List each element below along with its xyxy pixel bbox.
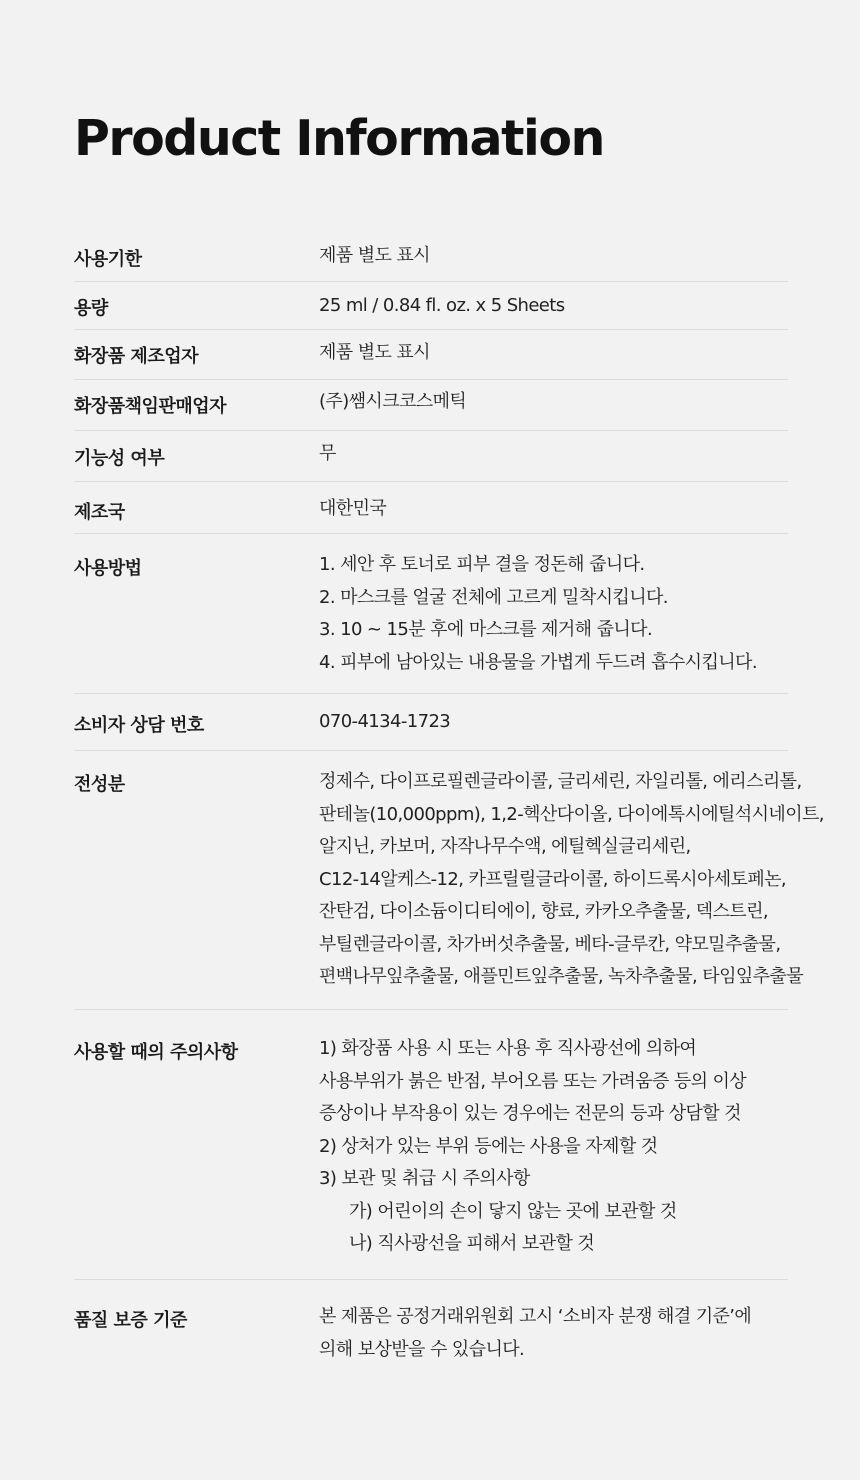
row-value-line: C12-14알케스-12, 카프릴릴글라이콜, 하이드록시아세토페논, bbox=[319, 868, 787, 890]
row-value-line: 판테놀(10,000ppm), 1,2-헥산다이올, 다이에톡시에틸석시네이트, bbox=[319, 803, 824, 825]
row-value bbox=[319, 549, 818, 679]
row-value-line: 2) 상처가 있는 부위 등에는 사용을 자제할 것 bbox=[319, 1135, 658, 1157]
row-value-line: 2. 마스크를 얼굴 전체에 고르게 밀착시킵니다. bbox=[319, 586, 668, 608]
row-value bbox=[319, 290, 818, 323]
row-value-line: 1. 세안 후 토너로 피부 결을 정돈해 줍니다. bbox=[319, 554, 645, 575]
row-label: 사용방법 bbox=[74, 558, 142, 579]
row-label: 전성분 bbox=[74, 774, 125, 795]
row-value-line: 25 ml / 0.84 fl. oz. x 5 Sheets bbox=[319, 295, 565, 316]
row-label: 제조국 bbox=[74, 502, 125, 523]
row-label: 사용할 때의 주의사항 bbox=[74, 1042, 238, 1063]
row-value-line: 의해 보상받을 수 있습니다. bbox=[319, 1338, 525, 1360]
row-value-line: 070-4134-1723 bbox=[319, 711, 451, 732]
info-row bbox=[74, 1010, 788, 1280]
row-value-line: 정제수, 다이프로필렌글라이콜, 글리세린, 자일리톨, 에리스리톨, bbox=[319, 771, 802, 792]
row-value-line: 4. 피부에 남아있는 내용물을 가볍게 두드려 흡수시킵니다. bbox=[319, 651, 757, 673]
row-value-line: 증상이나 부작용이 있는 경우에는 전문의 등과 상담할 것 bbox=[319, 1103, 741, 1124]
row-value-line: 1) 화장품 사용 시 또는 사용 후 직사광선에 의하여 bbox=[319, 1038, 697, 1059]
info-row bbox=[74, 751, 824, 1010]
info-row bbox=[74, 282, 788, 330]
info-row bbox=[74, 431, 788, 482]
row-value-line: 사용부위가 붉은 반점, 부어오름 또는 가려움증 등의 이상 bbox=[319, 1070, 747, 1092]
row-value bbox=[319, 386, 818, 419]
row-value-line: 3. 10 ~ 15분 후에 마스크를 제거해 줍니다. bbox=[319, 619, 653, 640]
row-value bbox=[319, 1033, 818, 1261]
row-value-line: 본 제품은 공정거래위원회 고시 ‘소비자 분쟁 해결 기준’에 bbox=[319, 1306, 752, 1327]
row-value-line: 제품 별도 표시 bbox=[319, 245, 430, 266]
row-value-line: 제품 별도 표시 bbox=[319, 342, 430, 363]
row-value-line: 나) 직사광선을 피해서 보관할 것 bbox=[349, 1233, 595, 1254]
row-value-line: 편백나무잎추출물, 애플민트잎추출물, 녹차추출물, 타임잎추출물 bbox=[319, 966, 804, 987]
row-value-line: 대한민국 bbox=[319, 498, 387, 519]
info-row bbox=[74, 1280, 788, 1380]
row-value-line: 3) 보관 및 취급 시 주의사항 bbox=[319, 1168, 530, 1189]
row-value bbox=[319, 240, 818, 273]
row-value-line: 알지닌, 카보머, 자작나무수액, 에틸헥실글리세린, bbox=[319, 836, 691, 857]
row-label: 품질 보증 기준 bbox=[74, 1310, 187, 1331]
row-value-line: (주)쌤시크코스메틱 bbox=[319, 391, 467, 412]
row-label: 화장품 제조업자 bbox=[74, 346, 198, 367]
row-value bbox=[319, 493, 818, 526]
product-info-table bbox=[74, 232, 824, 1380]
row-label: 용량 bbox=[74, 298, 108, 319]
row-value-line: 무 bbox=[319, 443, 336, 464]
row-value bbox=[319, 337, 818, 370]
row-value bbox=[319, 1301, 818, 1366]
row-value bbox=[319, 706, 818, 739]
row-label: 기능성 여부 bbox=[74, 448, 165, 469]
row-value bbox=[319, 438, 818, 471]
row-label: 사용기한 bbox=[74, 249, 142, 270]
info-row bbox=[74, 482, 788, 534]
row-value-line: 가) 어린이의 손이 닿지 않는 곳에 보관할 것 bbox=[349, 1200, 677, 1222]
info-row bbox=[74, 232, 788, 282]
row-label: 소비자 상담 번호 bbox=[74, 715, 204, 736]
info-row bbox=[74, 380, 788, 431]
info-row bbox=[74, 694, 788, 751]
row-value bbox=[319, 766, 824, 994]
page-title: Product Information bbox=[74, 110, 604, 167]
info-row bbox=[74, 330, 788, 380]
row-value-line: 부틸렌글라이콜, 차가버섯추출물, 베타-글루칸, 약모밀추출물, bbox=[319, 933, 781, 955]
row-label: 화장품책임판매업자 bbox=[74, 396, 226, 417]
row-value-line: 잔탄검, 다이소듐이디티에이, 향료, 카카오추출물, 덱스트린, bbox=[319, 901, 769, 922]
info-row bbox=[74, 534, 788, 694]
